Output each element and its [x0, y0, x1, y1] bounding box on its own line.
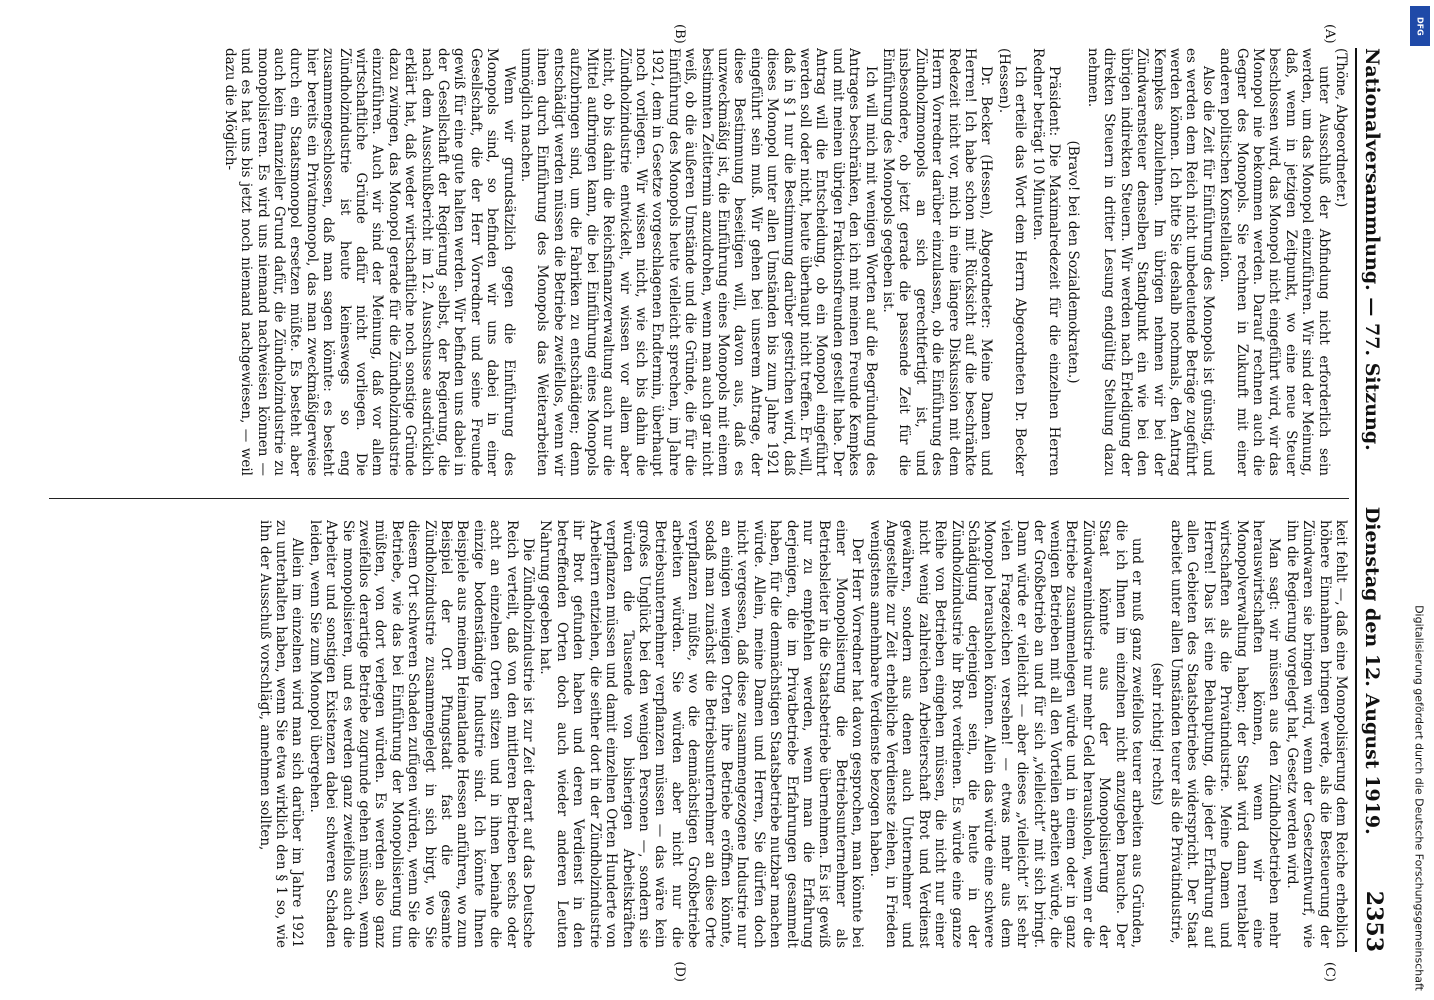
paragraph: keit fehlt —, daß eine Monopolisierung dem Reiche erheblich höhere Einnahmen bringen werde, als die Besteuerung der Zündwaren sie bringen wird, wenn der Gesetzentwurf, wie ihn die Regierung vorgelegt hat, Gesetz werden wird.	[1283, 520, 1349, 948]
paragraph: Man sagt: wir müssen aus den Zündholzbetrieben mehr herauswirtschaften können, wenn wir eine Monopolverwaltung haben; der Staat wird dann rentabler wirtschaften als die Privatindustrie. Meine Damen und Herren! Das ist eine Behauptung, die jeder Erfahrung auf allen Gebieten des Staatsbetriebes widerspricht. Der Staat arbeitet unter allen Umständen teurer als die Privatindustrie,	[1167, 520, 1283, 948]
header-date: Dienstag den 12. August 1919.	[1361, 506, 1383, 835]
paragraph: unter Ausschluß der Abfindung nicht erforderlich sein werden, um das Monopol einzuführen. Wir sind der Meinung, daß, wenn in jetzigen Zeitpunkt, wo eine neue Steuer beschlossen wird, das Monopol nicht eingeführt wird, wir das Monopol nie bekommen werden. Darauf rechnen auch die Gegner des Monopols. Sie rechnen in Zukunft mit einer anderen politischen Konstellation.	[1217, 48, 1332, 476]
page-number: 2353	[1361, 890, 1387, 952]
dfg-logo: DFG	[1410, 6, 1430, 46]
paragraph: Allein im einzelnen wird man sich darüber im Jahre 1921 zu unterhalten haben, wenn Sie etwa wirklich den § 1 so, wie ihn der Ausschuß vorschlägt, annehmen sollten,	[256, 520, 306, 948]
digitization-text: Digitalisierung gefördert durch die Deutsche Forschungsgemeinschaft	[1412, 605, 1426, 991]
paragraph: (Thöne, Abgeordneter.)	[1333, 48, 1349, 208]
paragraph: Präsident: Die Maximalredezeit für die einzelnen Herren Redner beträgt 10 Minuten.	[1029, 48, 1063, 476]
column-divider	[49, 498, 1349, 499]
margin-marker-c: (C)	[1322, 961, 1337, 982]
paragraph: Ich will mich mit wenigen Worten auf die Begründung des Antrages beschränken, den ich mit meinen Freunde Kempkes und mit meinen übrigen Fraktionsfreunden gestellt habe. Der Antrag will die Entscheidung, ob ein Monopol eingeführt werden soll oder nicht, heute überhaupt nicht treffen. Er will, daß in § 1 nur die Bestimmung darüber gestrichen wird, daß dieses Monopol unter allen Umständen bis zum Jahre 1921 eingeführt sein muß. Wir gehen bei unserem Antrage, der diese Bestimmung beseitigen will, davon aus, daß es unzweckmäßig ist, die Einführung eines Monopols mit einem bestimmten Zeittermin anzudrohen, wenn man auch gar nicht weiß, ob die äußeren Umstände und die Gründe, die für die Einführung des Monopols heute vielleicht sprechen, im Jahre 1921, dem in Gesetze vorgeschlagenen Endtermin, überhaupt noch vorliegen. Wir wissen nicht, wie sich bis dahin die Zündholzindustrie entwickelt, wir wissen vor allem aber nicht, ob bis dahin die Reichsfinanzverwaltung auch nur die Mittel aufbringen kann, die bei Einführung eines Monopols aufzubringen sind, um die Fabriken zu entschädigen; denn entschädigt werden müssen die Betriebe zweifellos, wenn wir ihnen durch Einführung des Monopols das Weiterarbeiten unmöglich machen.	[518, 48, 879, 476]
interjection: (Bravo! bei den Sozialdemokraten.)	[1065, 140, 1082, 384]
paragraph: Die Zündholzindustrie ist zur Zeit derart auf das Deutsche Reich verteilt, daß von den mittleren Betrieben sechs oder acht an einzelnen Orten sitzen und in ihnen beinahe die einzige bodenständige Industrie sind. Ich könnte Ihnen Beispiele aus meinem Heimatlande Hessen anführen, wo zum Beispiel der Ort Pfungstadt fast die gesamte Zündholzindustrie zusammengelegt in sich birgt, wo Sie diesem Ort schweren Schaden zufügen würden, wenn Sie die Betriebe, wie das bei Einführung der Monopolisierung tun müßten, von dort verlegen würden. Es werden also ganz zweifellos derartige Betriebe zugrunde gehen müssen, wenn Sie monopolisieren, und es werden ganz zweifellos auch die Arbeiter und sonstigen Existenzen dabei schweren Schaden leiden, wenn Sie zum Monopol übergehen.	[306, 520, 537, 948]
paragraph: Wenn wir grundsätzlich gegen die Einführung des Monopols sind, so befinden wir uns dabei in einer Gesellschaft, die der Herr Vorredner und seine Freunde gewiß für eine gute halten werden. Wir befinden uns dabei in der Gesellschaft der Regierung selbst, der Regierung, die nach dem Ausschußbericht im 12. Ausschusse ausdrücklich erklärt hat, daß weder wirtschaftliche noch sonstige Gründe dazu zwingen, das Monopol gerade für die Zündholzindustrie einzuführen. Auch wir sind der Meinung, daß vor allem wirtschaftliche Gründe dafür nicht vorliegen. Die Zündholzindustrie ist heute keineswegs so eng zusammengeschlossen, daß man sagen könnte: es besteht hier bereits ein Privatmonopol, das man zweckmäßigerweise durch ein Staatsmonopol ersetzen müßte. Es besteht aber auch kein finanzieller Grund dafür, die Zündholzindustrie zu monopolisieren. Es wird uns niemand nachweisen können — und es hat uns bis jetzt noch niemand nachgewiesen, — weil dazu die Möglich-	[221, 48, 517, 476]
margin-marker-d: (D)	[672, 961, 687, 982]
right-column	[43, 520, 1349, 948]
paragraph: Also die Zeit für Einführung des Monopols ist günstig, und es werden dem Reich nicht unbedeutende Beträge zugeführt werden können. Ich bitte Sie deshalb nochmals, den Antrag Kempkes abzulehnen. Im übrigen nehmen wir bei der Zündwarensteuer denselben Standpunkt ein wie bei den übrigen indirekten Steuern. Wir werden nach Erledigung der direkten Steuern in dritter Lesung endgültig Stellung dazu nehmen.	[1084, 48, 1216, 476]
interjection: (sehr richtig! rechts)	[1148, 662, 1165, 806]
margin-marker-b: (B)	[672, 24, 687, 44]
paragraph: Der Herr Vorredner hat davon gesprochen, man könnte bei einer Monopolisierung die Betriebsunternehmer als Betriebsleiter in die Staatsbetriebe übernehmen. Es ist gewiß nur zu empfehlen werden, wenn man die Erfahrung derjenigen, die im Privatbetriebe Erfahrungen gesammelt haben, für die demnächstigen Staatsbetriebe nutzbar machen würde. Allein, meine Damen und Herren, Sie dürfen doch nicht vergessen, daß diese zusammengezogene Industrie nur an einigen wenigen Orten ihre Betriebe eröffnen könnte, sodaß man zunächst die Betriebsunternehmer an diese Orte verpflanzen müßte, wo die demnächstigen Großbetriebe arbeiten würden. Sie würden aber nicht nur die Betriebsunternehmer verpflanzen müssen — das wäre kein großes Unglück bei den wenigen Personen —, sondern sie würden die Tausende von bisherigen Arbeitskräften verpflanzen müssen und damit einzelnen Orten Hunderte von Arbeitern entziehen, die seither dort in der Zündholzindustrie ihr Brot gefunden haben und deren Verdienst in den betreffenden Orten doch auch wieder anderen Leuten Nahrung gegeben hat.	[537, 520, 866, 948]
paragraph: Ich erteile das Wort dem Herrn Abgeordneten Dr. Becker (Hessen).	[995, 48, 1029, 476]
header-left: Nationalversammlung. — 77. Sitzung.	[1361, 48, 1383, 451]
paragraph: Dr. Becker (Hessen), Abgeordneter: Meine Damen und Herren! Ich habe schon mit Rücksicht auf die beschränkte Redezeit nicht vor, mich in eine längere Diskussion mit dem Herrn Vorredner darüber einzulassen, ob die Einführung des Zündholzmonopols an sich gerechtfertigt ist, und insbesondere, ob jetzt gerade die passende Zeit für die Einführung des Monopols gegeben ist.	[880, 48, 995, 476]
digitization-note	[1406, 6, 1432, 996]
paragraph: und er muß ganz zweifellos teurer arbeiten aus Gründen, die ich Ihnen im einzelnen nicht anzugeben brauche. Der Staat könnte aus der Monopolisierung der Zündwarenindustrie nur mehr Geld herausholen, wenn er die Betriebe zusammenlegen würde und in einem oder in ganz wenigen Betrieben mit all den Vorteilen arbeiten würde, die der Großbetrieb an und für sich „vielleicht“ mit sich bringt. Dann würde er vielleicht — aber dieses „vielleicht“ ist sehr vielen Fragezeichen versehen! — etwas mehr aus dem Monopol herausholen können. Allein das würde eine schwere Schädigung derjenigen sein, die heute in der Zündholzindustrie ihr Brot verdienen. Es würde eine ganze Reihe von Betrieben eingehen müssen, die nicht nur einer nicht wenig zahlreichen Arbeiterschaft Brot und Verdienst gewähren, sondern aus denen auch Unternehmer und Angestellte zur Zeit erhebliche Verdienste ziehen, in Frieden wenigstens annehmbare Verdienste bezogen haben.	[866, 520, 1146, 948]
page-header	[1355, 48, 1401, 952]
left-column	[43, 48, 1349, 476]
document-page	[27, 20, 1407, 980]
margin-marker-a: (A)	[1322, 24, 1337, 44]
